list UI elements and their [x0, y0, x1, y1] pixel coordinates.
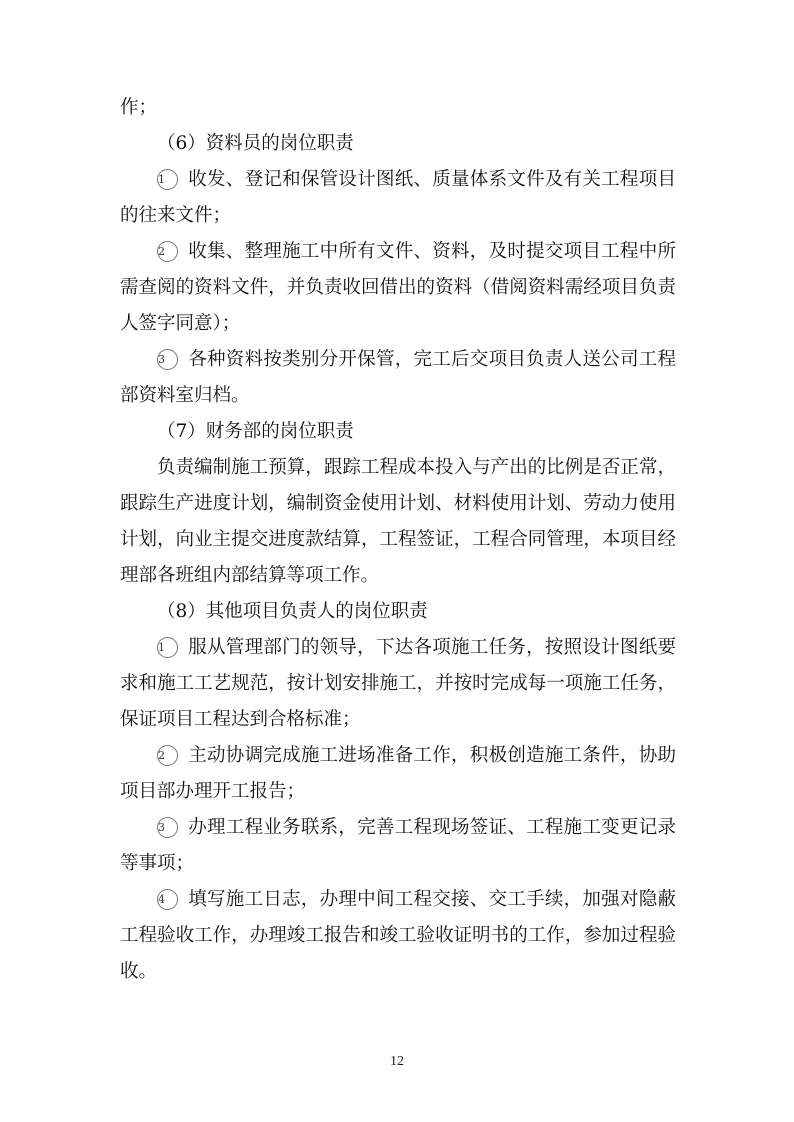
- continuation-line: 作；: [120, 97, 158, 118]
- section-heading-6: （6）资料员的岗位职责: [157, 133, 354, 154]
- document-body: [120, 90, 676, 990]
- list-item: [120, 882, 676, 990]
- list-item-text: 办理工程业务联系，完善工程现场签证、工程施工变更记录等事项；: [120, 817, 676, 874]
- list-item-text: 各种资料按类别分开保管，完工后交项目负责人送公司工程部资料室归档。: [120, 349, 676, 406]
- circled-number: 3: [157, 817, 178, 838]
- list-item: [120, 810, 676, 882]
- circled-number: 1: [157, 169, 178, 190]
- circled-number: 2: [157, 241, 178, 262]
- page-number: 12: [390, 1054, 404, 1069]
- list-item-text: 收集、整理施工中所有文件、资料，及时提交项目工程中所需查阅的资料文件，并负责收回借出的资料（借阅资料需经项目负责人签字同意）；: [120, 241, 676, 334]
- list-item: [120, 630, 676, 738]
- circled-number: 2: [157, 745, 178, 766]
- list-item: [120, 342, 676, 414]
- circled-number: 4: [157, 889, 178, 910]
- list-item-text: 服从管理部门的领导，下达各项施工任务，按照设计图纸要求和施工工艺规范，按计划安排施工，并按时完成每一项施工任务，保证项目工程达到合格标准；: [120, 637, 676, 730]
- list-item: [120, 162, 676, 234]
- list-item: [120, 738, 676, 810]
- section-heading-7: （7）财务部的岗位职责: [157, 421, 354, 442]
- circled-number: 3: [157, 349, 178, 370]
- section-heading-8: （8）其他项目负责人的岗位职责: [157, 601, 428, 622]
- body-paragraph: 负责编制施工预算，跟踪工程成本投入与产出的比例是否正常，跟踪生产进度计划，编制资金使用计划、材料使用计划、劳动力使用计划，向业主提交进度款结算，工程签证，工程合同管理，本项目经理部各班组内部结算等项工作。: [120, 457, 676, 586]
- list-item-text: 填写施工日志，办理中间工程交接、交工手续，加强对隐蔽工程验收工作，办理竣工报告和竣工验收证明书的工作，参加过程验收。: [120, 889, 676, 982]
- list-item: [120, 234, 676, 342]
- circled-number: 1: [157, 637, 178, 658]
- list-item-text: 主动协调完成施工进场准备工作，积极创造施工条件，协助项目部办理开工报告；: [120, 745, 676, 802]
- list-item-text: 收发、登记和保管设计图纸、质量体系文件及有关工程项目的往来文件；: [120, 169, 676, 226]
